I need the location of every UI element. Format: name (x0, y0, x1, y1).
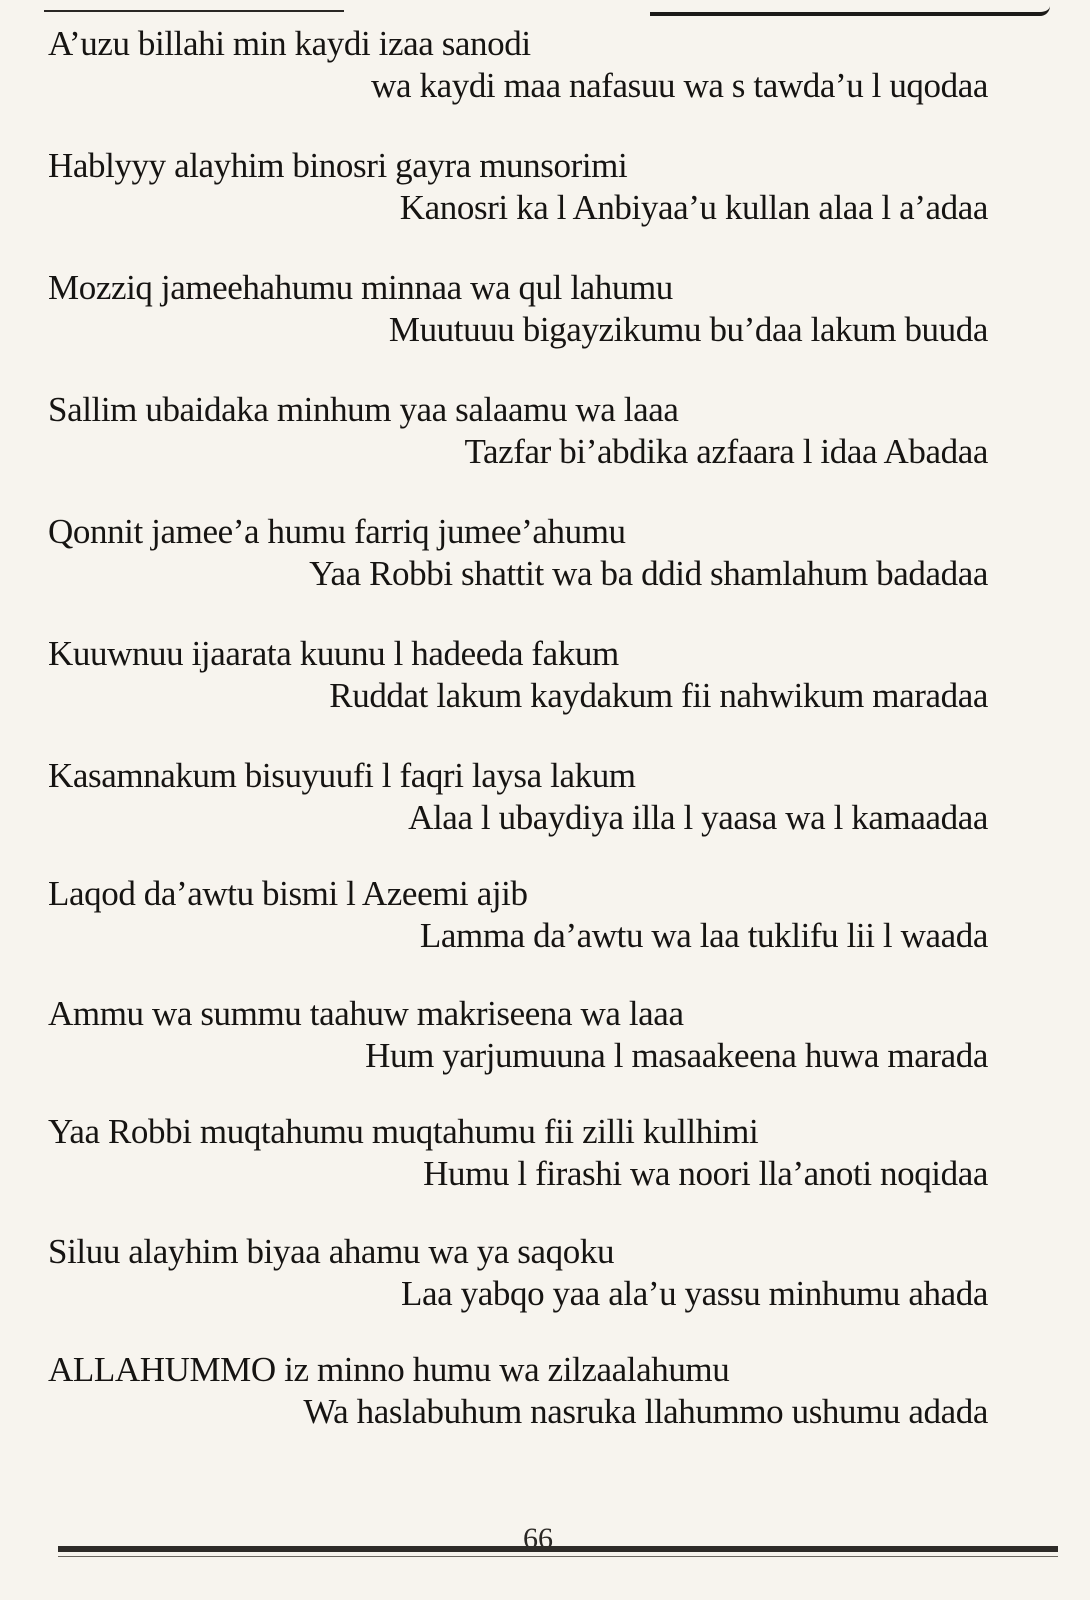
stanza (48, 756, 998, 856)
verse-line-first: ALLAHUMMO iz minno humu wa zilzaalahumu (48, 1350, 730, 1389)
stanza (48, 268, 998, 368)
verse-line-first: Ammu wa summu taahuw makriseena wa laaa (48, 994, 684, 1033)
verse-line-first: Kasamnakum bisuyuufi l faqri laysa lakum (48, 756, 636, 795)
verse-line-first: A’uzu billahi min kaydi izaa sanodi (48, 24, 531, 63)
verse-line-second: Humu l firashi wa noori lla’anoti noqidaa (423, 1154, 988, 1193)
stanza (48, 146, 998, 246)
verse-line-second: Wa haslabuhum nasruka llahummo ushumu adada (303, 1392, 988, 1431)
stanza (48, 994, 998, 1094)
verse-line-first: Laqod da’awtu bismi l Azeemi ajib (48, 874, 528, 913)
verse-line-second: Hum yarjumuuna l masaakeena huwa marada (365, 1036, 988, 1075)
verse-line-first: Siluu alayhim biyaa ahamu wa ya saqoku (48, 1232, 615, 1271)
verse-line-second: Kanosri ka l Anbiyaa’u kullan alaa l a’adaa (399, 188, 988, 227)
top-rule-left (44, 0, 344, 12)
verse-line-first: Mozziq jameehahumu minnaa wa qul lahumu (48, 268, 673, 307)
verse-line-first: Hablyyy alayhim binosri gayra munsorimi (48, 146, 628, 185)
stanza (48, 390, 998, 490)
page-number: 66 (523, 1522, 553, 1555)
stanza (48, 24, 998, 124)
stanza (48, 1112, 998, 1212)
verse-line-second: Tazfar bi’abdika azfaara l idaa Abadaa (464, 432, 988, 471)
verse-line-first: Sallim ubaidaka minhum yaa salaamu wa laaa (48, 390, 679, 429)
verse-line-second: Yaa Robbi shattit wa ba ddid shamlahum badadaa (309, 554, 988, 593)
stanza (48, 874, 998, 974)
verse-line-second: Ruddat lakum kaydakum fii nahwikum maradaa (329, 676, 988, 715)
stanza (48, 1350, 998, 1450)
stanza (48, 512, 998, 612)
verse-line-second: Laa yabqo yaa ala’u yassu minhumu ahada (401, 1274, 988, 1313)
verse-line-second: wa kaydi maa nafasuu wa s tawda’u l uqodaa (371, 66, 988, 105)
stanza (48, 1232, 998, 1332)
verse-line-first: Qonnit jamee’a humu farriq jumee’ahumu (48, 512, 626, 551)
bottom-rule-thin (58, 1556, 1058, 1557)
top-rule-right (650, 0, 1050, 16)
verse-line-first: Yaa Robbi muqtahumu muqtahumu fii zilli kullhimi (48, 1112, 759, 1151)
stanza (48, 634, 998, 734)
verse-line-first: Kuuwnuu ijaarata kuunu l hadeeda fakum (48, 634, 619, 673)
bottom-rule (58, 1546, 1058, 1552)
verse-line-second: Alaa l ubaydiya illa l yaasa wa l kamaadaa (408, 798, 988, 837)
verse-line-second: Muutuuu bigayzikumu bu’daa lakum buuda (388, 310, 988, 349)
verse-line-second: Lamma da’awtu wa laa tuklifu lii l waada (419, 916, 988, 955)
